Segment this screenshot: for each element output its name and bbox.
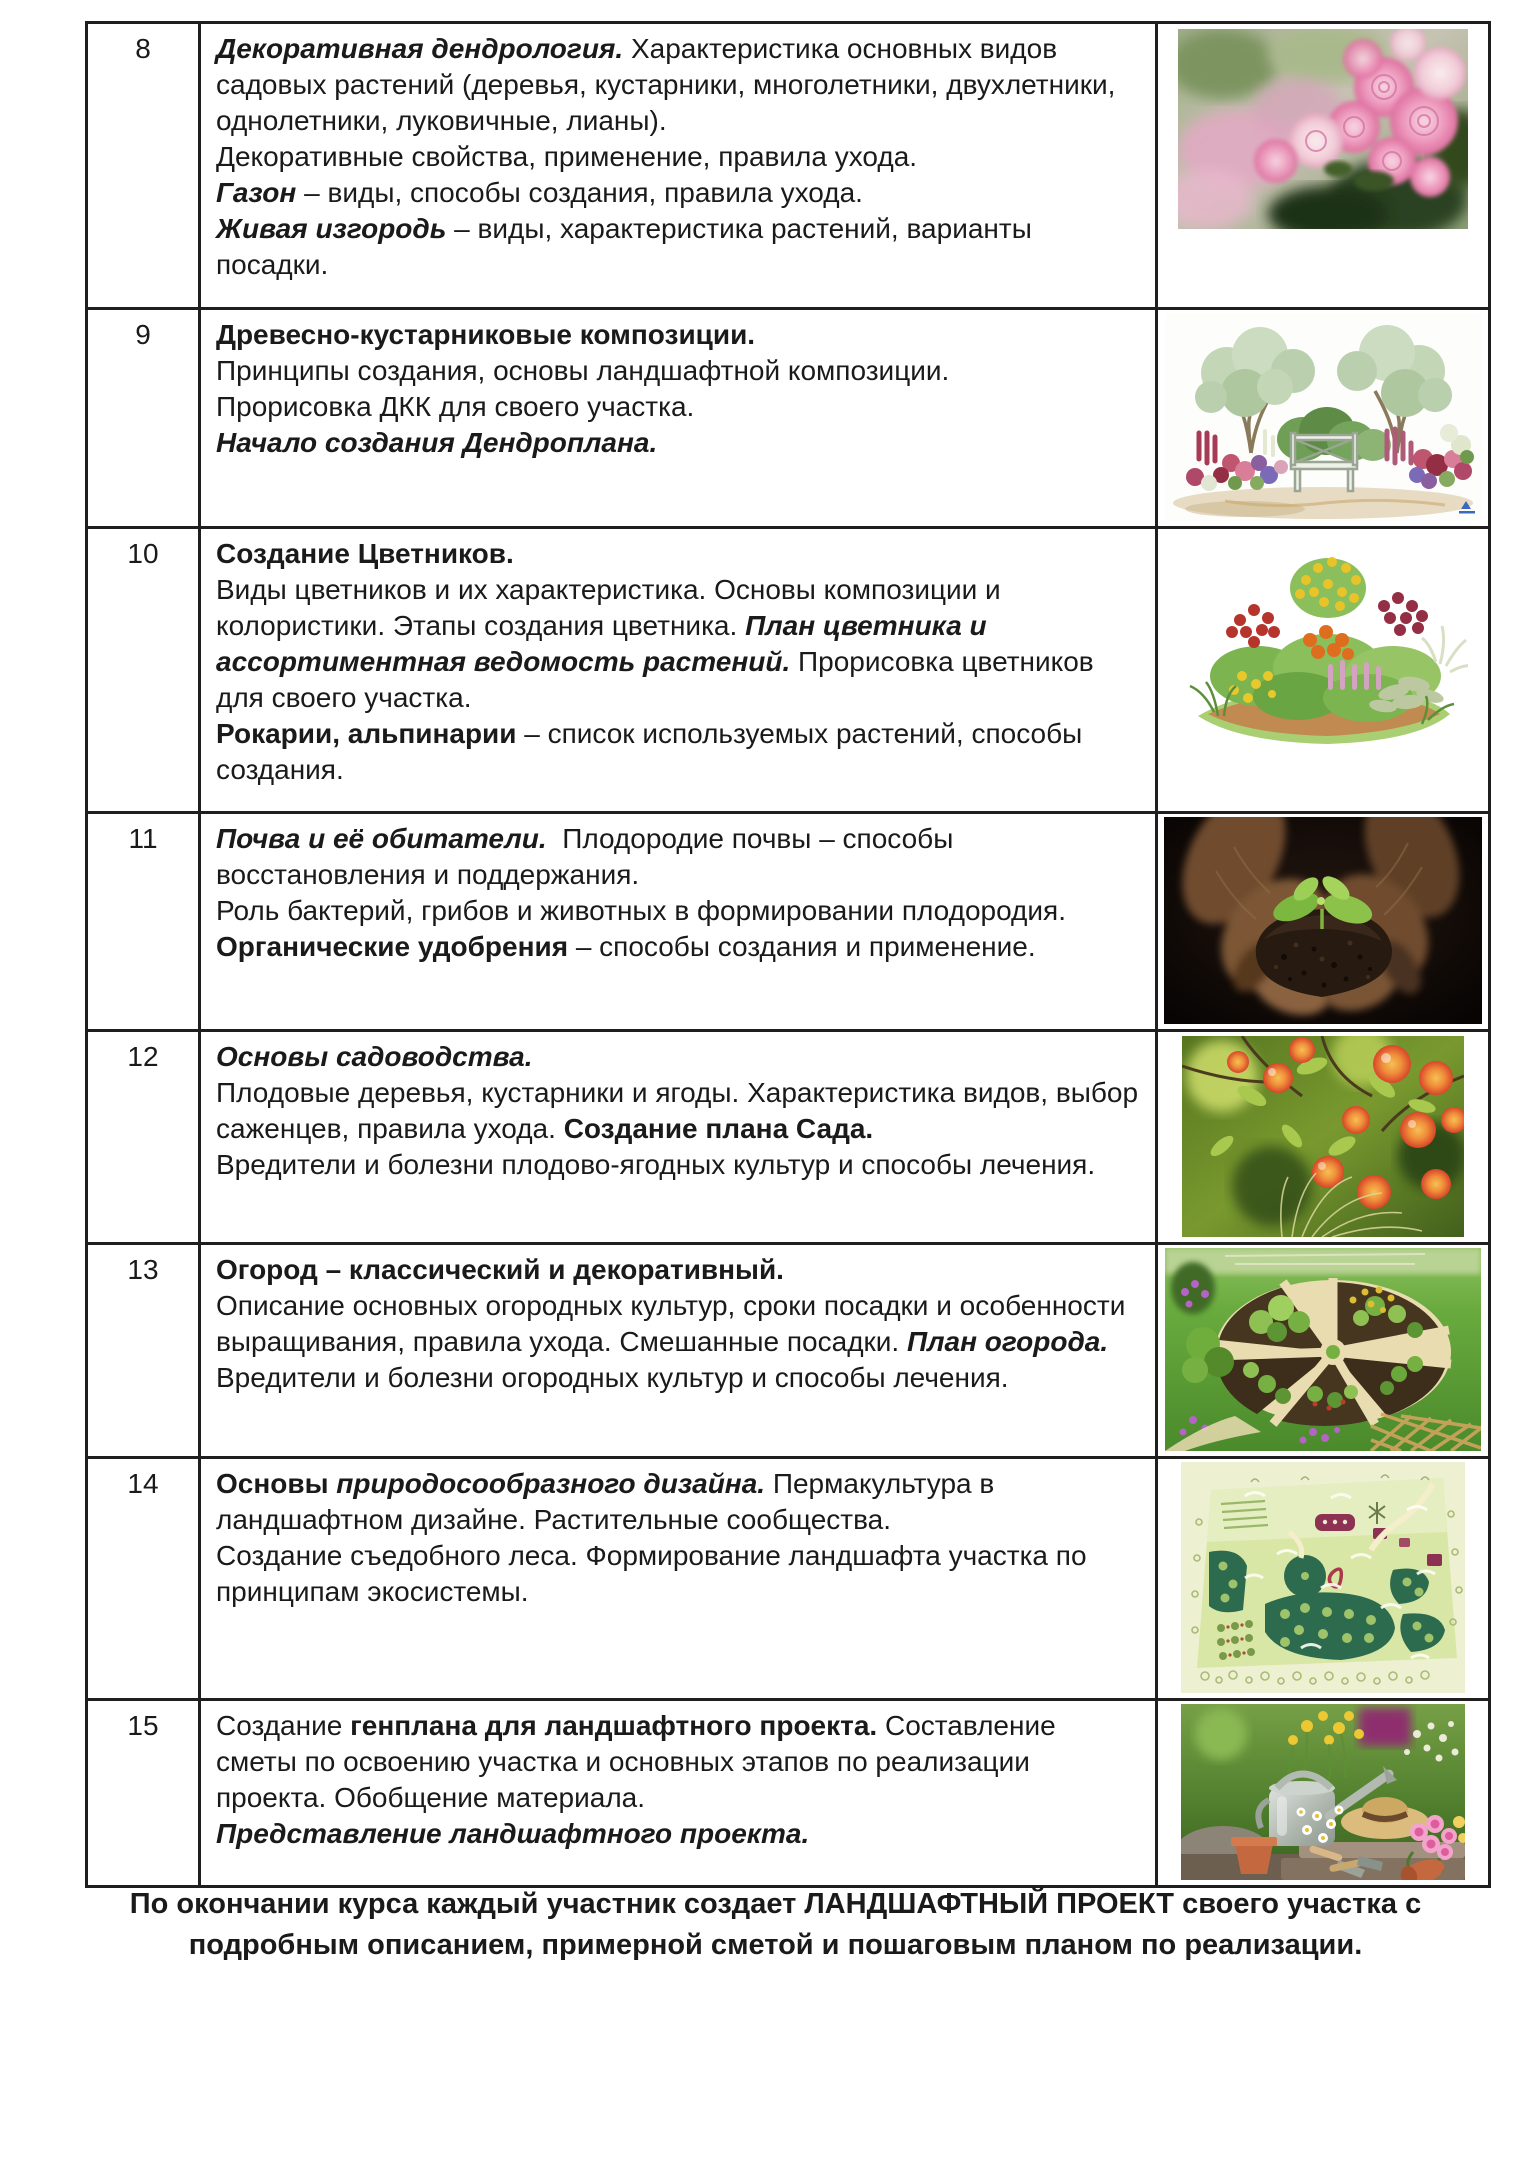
orchard-grid bbox=[1217, 1620, 1255, 1660]
permaculture-site-plan-drawing bbox=[1181, 1462, 1465, 1693]
row-image-cell bbox=[1157, 813, 1490, 1031]
row-description: Основы природосообразного дизайна. Пермакультура в ландшафтном дизайне. Растительные сообщества. Создание съедобного леса. Формирование ландшафта участка по принципам экосистемы. bbox=[200, 1458, 1157, 1700]
row-number: 9 bbox=[87, 309, 200, 528]
table-row bbox=[87, 1244, 1490, 1458]
table-row bbox=[87, 528, 1490, 813]
table-row bbox=[87, 1700, 1490, 1887]
course-outcome-note: По окончании курса каждый участник создает ЛАНДШАФТНЫЙ ПРОЕКТ своего участка с подробным описанием, примерной сметой и пошаговым планом по реализации. bbox=[129, 1888, 1422, 1961]
row-image-cell bbox=[1157, 1700, 1490, 1887]
fruit-tree-photo bbox=[1182, 1036, 1464, 1237]
table-row bbox=[87, 309, 1490, 528]
row-image-cell bbox=[1157, 1031, 1490, 1244]
hands-holding-soil-seedling-photo bbox=[1164, 817, 1482, 1024]
row-number: 12 bbox=[87, 1031, 200, 1244]
table-row bbox=[87, 1458, 1490, 1700]
row-number: 11 bbox=[87, 813, 200, 1031]
row-number: 14 bbox=[87, 1458, 200, 1700]
row-description: Огород – классический и декоративный. Описание основных огородных культур, сроки посадки и особенности выращивания, правила ухода. Смешанные посадки. План огорода. Вредители и болезни огородных культур и способы лечения. bbox=[200, 1244, 1157, 1458]
garden-tools-flowers-photo bbox=[1181, 1704, 1465, 1880]
tree-shrub-composition-watercolor bbox=[1165, 313, 1481, 521]
table-row bbox=[87, 1031, 1490, 1244]
row-image-cell bbox=[1157, 1458, 1490, 1700]
row-description: Создание генплана для ландшафтного проекта. Составление сметы по освоению участка и основных этапов по реализации проекта. Обобщение материала. Представление ландшафтного проекта. bbox=[200, 1700, 1157, 1887]
flowerbed-illustration bbox=[1178, 536, 1468, 760]
row-number: 10 bbox=[87, 528, 200, 813]
row-description: Декоративная дендрология. Характеристика основных видов садовых растений (деревья, кустарники, многолетники, двухлетники, однолетники, луковичные, лианы). Декоративные свойства, применение, правила ухода. Газон – виды, способы создания, правила ухода. Живая изгородь – виды, характеристика растений, варианты посадки. bbox=[200, 23, 1157, 309]
row-number: 8 bbox=[87, 23, 200, 309]
row-number: 15 bbox=[87, 1700, 200, 1887]
row-image-cell bbox=[1157, 309, 1490, 528]
pink-roses-photo bbox=[1178, 29, 1468, 229]
course-program-table bbox=[85, 21, 1491, 1888]
row-image-cell bbox=[1157, 23, 1490, 309]
circular-kitchen-garden-photo bbox=[1165, 1248, 1481, 1451]
row-description: Создание Цветников. Виды цветников и их характеристика. Основы композиции и колористики. Этапы создания цветника. План цветника и ассортиментная ведомость растений. Прорисовка цветников для своего участка. Рокарии, альпинарии – список используемых растений, способы создания. bbox=[200, 528, 1157, 813]
row-number: 13 bbox=[87, 1244, 200, 1458]
table-row bbox=[87, 813, 1490, 1031]
row-image-cell bbox=[1157, 528, 1490, 813]
row-description: Основы садоводства. Плодовые деревья, кустарники и ягоды. Характеристика видов, выбор саженцев, правила ухода. Создание плана Сада. Вредители и болезни плодово-ягодных культур и способы лечения. bbox=[200, 1031, 1157, 1244]
table-row bbox=[87, 23, 1490, 309]
row-description: Почва и её обитатели. Плодородие почвы – способы восстановления и поддержания. Роль бактерий, грибов и животных в формировании плодородия. Органические удобрения – способы создания и применение. bbox=[200, 813, 1157, 1031]
row-description: Древесно-кустарниковые композиции. Принципы создания, основы ландшафтной композиции. Прорисовка ДКК для своего участка. Начало создания Дендроплана. bbox=[200, 309, 1157, 528]
row-image-cell bbox=[1157, 1244, 1490, 1458]
